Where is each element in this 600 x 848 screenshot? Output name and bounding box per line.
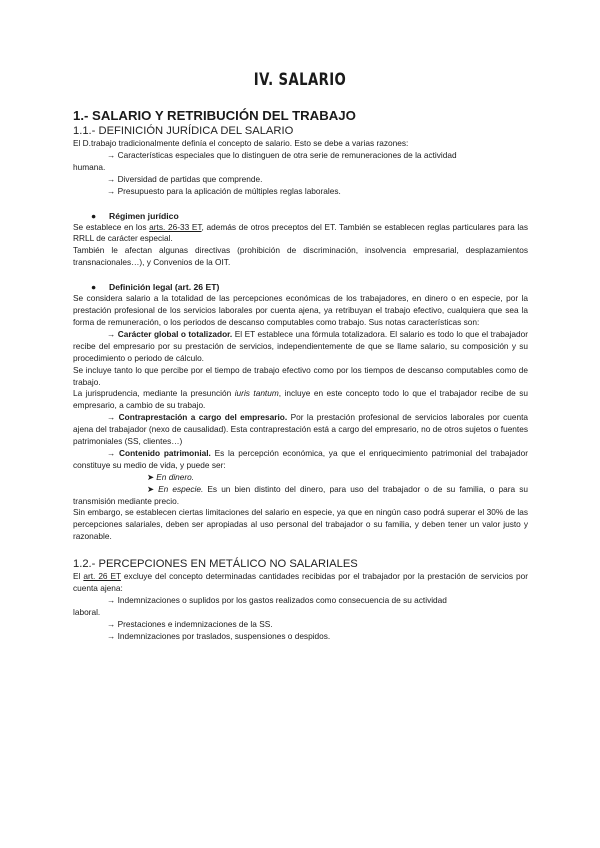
subsection-heading: 1.1.- DEFINICIÓN JURÍDICA DEL SALARIO — [73, 125, 294, 137]
article-reference-link[interactable]: arts. 26-33 ET — [149, 221, 202, 232]
paragraph: También le afectan algunas directivas (prohibición de discriminación, insolvencia empresarial, desplazamientos transnacionales…), y Convenios de la OIT. — [73, 245, 528, 268]
paragraph: Se establece en los arts. 26-33 ET, además de otros preceptos del ET. También se establecen reglas particulares para las RRLL de carácter especial. — [73, 221, 528, 244]
list-item: → Presupuesto para la aplicación de múltiples reglas laborales. — [107, 185, 341, 196]
bullet-icon: ● — [91, 210, 97, 221]
paragraph: Se considera salario a la totalidad de las percepciones económicas de los trabajadores, en dinero o en especie, por la prestación profesional de los servicios laborales por cuenta ajena, ya retribuyan el trabajo efectivo, cualquiera que sea la forma de remuneración, o los periodos de descanso computables como trabajo. Sus notas características son: — [73, 293, 528, 327]
list-item: → Características especiales que lo distinguen de otra serie de remuneraciones de la actividad — [107, 149, 457, 160]
bullet-heading-regimen: ● Régimen jurídico — [91, 210, 179, 221]
paragraph: El art. 26 ET excluye del concepto determinadas cantidades recibidas por el trabajador por la prestación de servicios por cuenta ajena: — [73, 571, 529, 594]
document-body — [73, 107, 528, 643]
paragraph: El D.trabajo tradicionalmente definía el concepto de salario. Esto se debe a varias razones: — [73, 138, 409, 148]
page-title: IV. SALARIO — [253, 70, 347, 90]
arrowhead-icon: ➤ — [147, 471, 157, 482]
list-item: → Diversidad de partidas que comprende. — [107, 173, 263, 184]
subsection-heading: 1.2.- PERCEPCIONES EN METÁLICO NO SALARIALES — [73, 558, 358, 571]
paragraph: Se incluye tanto lo que percibe por el tiempo de trabajo efectivo como por los tiempos de descanso computables como de trabajo. — [73, 364, 528, 387]
list-item: → Prestaciones e indemnizaciones de la SS. — [107, 618, 273, 629]
article-reference-link[interactable]: art. 26 ET — [83, 571, 121, 582]
term: → Contenido patrimonial. — [107, 447, 211, 458]
paragraph: → Carácter global o totalizador. El ET establece una fórmula totalizadora. El salario es todo lo que el trabajador recibe del empresario por su prestación de servicios, independientemente de que se llame salario, su composición y su procedimiento o periodo de cálculo. — [73, 328, 528, 363]
term: → Contraprestación a cargo del empresario. — [107, 412, 288, 423]
paragraph: → Contraprestación a cargo del empresario. Por la prestación profesional de servicios laborales por cuenta ajena del trabajador (nexo de causalidad). Esta contraprestación está a cargo del empresario, no de otros sujetos o fuentes patrimoniales (SS, clientes…) — [73, 412, 529, 447]
bullet-heading-definicion: ● Definición legal (art. 26 ET) — [91, 282, 220, 293]
section-heading: 1.- SALARIO Y RETRIBUCIÓN DEL TRABAJO — [73, 108, 356, 123]
paragraph: La jurisprudencia, mediante la presunción iuris tantum, incluye en este concepto todo lo que el trabajador recibe de su empresario, a cambio de su trabajo. — [73, 388, 528, 411]
sub-list-item: ➤ En dinero. — [147, 471, 195, 482]
bullet-icon: ● — [91, 282, 97, 293]
sub-list-item: ➤ En especie. Es un bien distinto del dinero, para uso del trabajador o de su familia, o para su transmisión mediante precio. — [73, 483, 528, 506]
term: → Carácter global o totalizador. — [107, 328, 233, 339]
list-item: → Indemnizaciones o suplidos por los gastos realizados como consecuencia de su actividad — [107, 595, 447, 605]
list-item-continued: laboral. — [73, 606, 101, 617]
list-item-continued: humana. — [73, 161, 106, 172]
arrowhead-icon: ➤ — [147, 483, 159, 494]
list-item: → Indemnizaciones por traslados, suspensiones o despidos. — [107, 630, 331, 641]
paragraph: Sin embargo, se establecen ciertas limitaciones del salario en especie, ya que en ningún caso podrá superar el 30% de las percepciones salariales, deben ser apropiadas al uso personal del trabajador o su familia, y deben tener un valor justo y razonable. — [73, 507, 528, 542]
paragraph: → Contenido patrimonial. Es la percepción económica, ya que el enriquecimiento patrimonial del trabajador constituye su medio de vida, y puede ser: — [73, 447, 528, 470]
